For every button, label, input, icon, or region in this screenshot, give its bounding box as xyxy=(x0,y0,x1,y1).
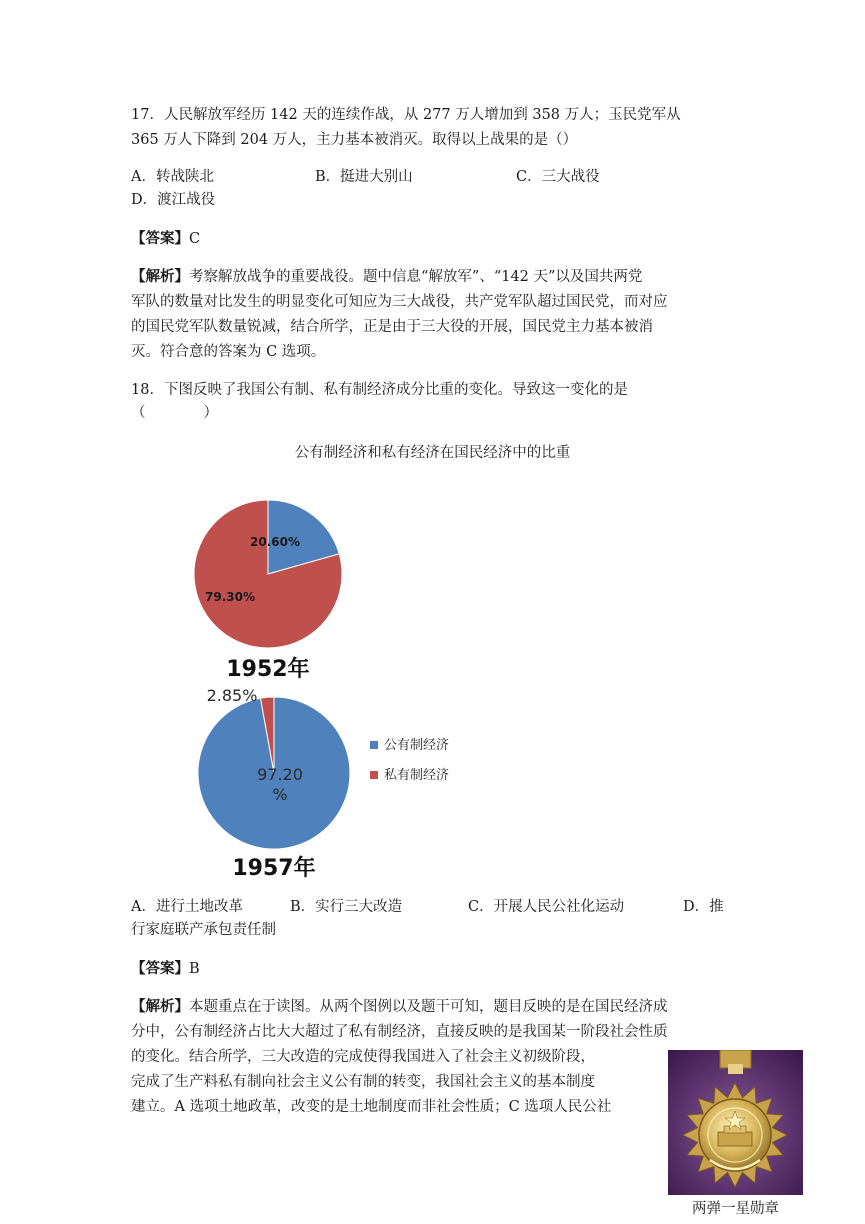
legend-swatch-1 xyxy=(370,771,378,779)
pie-charts xyxy=(180,490,500,890)
q17-stem-line1: 17．人民解放军经历 142 天的连续作战，从 277 万人增加到 358 万人；玉民党军从 xyxy=(131,107,681,123)
pie-0-year-label: 1952年 xyxy=(226,657,310,682)
q17-analysis-line4: 灭。符合意的答案为 C 选项。 xyxy=(131,344,326,360)
q18-answer xyxy=(131,958,200,980)
q17-option-c: C．三大战役 xyxy=(516,169,600,185)
pie-1-year-label: 1957年 xyxy=(232,856,316,881)
answer-tag: 【答案】 xyxy=(131,960,189,977)
legend-label-1: 私有制经济 xyxy=(384,768,450,783)
q18-option-a: A．进行土地改革 xyxy=(131,899,243,915)
q18-stem-line1: 18．下图反映了我国公有制、私有制经济成分比重的变化。导致这一变化的是 xyxy=(131,382,628,398)
pie-1-label-0: 97.20 % xyxy=(257,765,303,804)
legend-label-0: 公有制经济 xyxy=(384,738,450,753)
q18-analysis-line2: 分中，公有制经济占比大大超过了私有制经济，直接反映的是我国某一阶段社会性质 xyxy=(131,1024,668,1040)
q17-analysis-line2: 军队的数量对比发生的明显变化可知应为三大战役，共产党军队超过国民党，而对应 xyxy=(131,294,668,310)
q18-analysis-line1 xyxy=(131,996,668,1018)
q18-analysis-line5: 建立。A 选项土地政革，改变的是土地制度而非社会性质；C 选项人民公社 xyxy=(131,1099,612,1115)
answer-tag: 【答案】 xyxy=(131,230,189,247)
q17-option-a: A．转战陕北 xyxy=(131,169,214,185)
medal-emblem-icon xyxy=(668,1050,803,1195)
q18-option-d: D．推 xyxy=(683,899,724,915)
answer-value: C xyxy=(189,231,201,247)
q17-option-b: B．挺进大别山 xyxy=(315,169,413,185)
q18-analysis-line3: 的变化。结合所学，三大改造的完成使得我国进入了社会主义初级阶段， xyxy=(131,1049,595,1065)
medal-caption: 两弹一星勋章 xyxy=(692,1201,779,1217)
legend-swatch-0 xyxy=(370,741,378,749)
q17-answer xyxy=(131,228,200,250)
q17-analysis-line3: 的国民党军队数量锐减，结合所学，正是由于三大役的开展，国民党主力基本被消 xyxy=(131,319,653,335)
answer-value: B xyxy=(189,961,200,977)
pie-1-label-1: 2.85% xyxy=(206,686,258,705)
analysis-tag: 【解析】 xyxy=(131,268,189,285)
q18-option-b: B．实行三大改造 xyxy=(290,899,403,915)
q17-analysis-line1 xyxy=(131,266,642,288)
analysis-tag: 【解析】 xyxy=(131,998,189,1015)
q17-stem-line2: 365 万人下降到 204 万人，主力基本被消灭。取得以上战果的是（） xyxy=(131,132,578,148)
q18-option-d-continued: 行家庭联产承包责任制 xyxy=(131,922,276,938)
analysis-text: 本题重点在于读图。从两个图例以及题干可知，题目反映的是在国民经济成 xyxy=(189,999,668,1015)
q18-stem-line2: （ ） xyxy=(131,405,218,421)
q18-option-c: C．开展人民公社化运动 xyxy=(468,899,625,915)
q18-analysis-line4: 完成了生产料私有制向社会主义公有制的转变，我国社会主义的基本制度 xyxy=(131,1074,595,1090)
pie-0-label-0: 20.60% xyxy=(250,535,300,549)
pie-0-label-1: 79.30% xyxy=(205,590,255,604)
q17-option-d: D．渡江战役 xyxy=(131,192,216,208)
chart-title: 公有制经济和私有经济在国民经济中的比重 xyxy=(294,445,571,461)
analysis-text: 考察解放战争的重要战役。题中信息“解放军”、“142 天”以及国共两党 xyxy=(189,269,643,285)
